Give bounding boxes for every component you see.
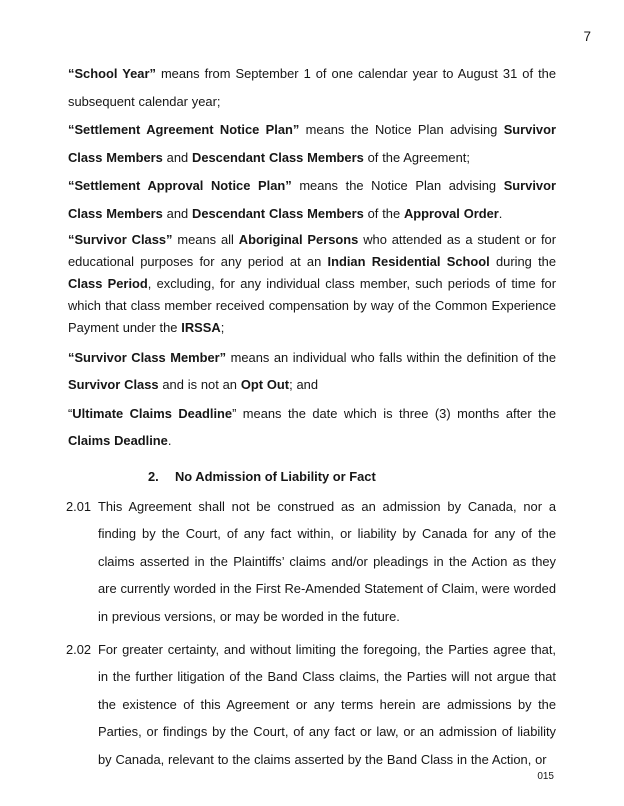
bold-text-run: “Survivor Class”	[68, 231, 173, 247]
text-run: means an individual who falls within the definition of the	[226, 349, 557, 365]
definition-survivor-class	[68, 229, 556, 339]
section-heading-number: 2.	[148, 468, 159, 484]
text-run: means the Notice Plan advising	[299, 122, 504, 138]
text-run: of the	[363, 205, 404, 221]
section-heading	[68, 463, 556, 491]
text-run: of the Agreement;	[363, 149, 470, 165]
text-run: .	[498, 205, 503, 221]
bold-text-run: Survivor Class Members	[68, 122, 556, 165]
clause-2-01	[68, 493, 556, 631]
bold-text-run: Indian Residential School	[327, 253, 490, 269]
text-run: This Agreement shall not be construed as an admission by Canada, nor a finding by the Court, of any fact within, or liability by Canada for any of the claims asserted in the Plaintiffs’ claims and/or pleadings in the Action as they are currently worded in the First Re-Amended Statement of Claim, were worded in previous versions, or may be worded in the future.	[98, 498, 556, 624]
text-run: and	[162, 205, 193, 221]
bold-text-run: Descendant Class Members	[192, 149, 364, 165]
bold-text-run: “Settlement Agreement Notice Plan”	[68, 122, 300, 138]
document-content	[68, 60, 556, 778]
clause-2-02	[68, 636, 556, 774]
bold-text-run: Approval Order	[403, 205, 499, 221]
page-number: 7	[583, 29, 591, 44]
bold-text-run: Descendant Class Members	[192, 205, 364, 221]
bold-text-run: Claims Deadline	[68, 433, 168, 449]
bold-text-run: “Settlement Approval Notice Plan”	[68, 178, 292, 194]
footer-page-id: 015	[537, 771, 554, 782]
bold-text-run: Aboriginal Persons	[238, 231, 359, 247]
definition-settlement-agreement-notice-plan	[68, 116, 556, 171]
bold-text-run: Ultimate Claims Deadline	[72, 405, 233, 421]
clause-2-02-number: 2.02	[66, 641, 92, 657]
definition-school-year	[68, 60, 556, 115]
bold-text-run: IRSSA	[181, 319, 221, 335]
bold-text-run: Class Period	[68, 275, 148, 291]
bold-text-run: Survivor Class	[68, 377, 159, 393]
section-heading-title: No Admission of Liability or Fact	[175, 468, 376, 484]
text-run: during the	[489, 253, 556, 269]
clause-2-01-number: 2.01	[66, 498, 92, 514]
definition-ultimate-claims-deadline	[68, 400, 556, 455]
text-run: and	[162, 149, 193, 165]
text-run: , excluding, for any individual class member, such periods of time for which that class member received compensation by way of the Common Experience Payment under the	[68, 275, 556, 335]
bold-text-run: “Survivor Class Member”	[68, 349, 227, 365]
bold-text-run: “School Year”	[68, 66, 156, 81]
text-run: means all	[172, 231, 239, 247]
text-run: ;	[220, 319, 225, 335]
bold-text-run: Survivor Class Members	[68, 178, 556, 221]
definition-settlement-approval-notice-plan	[68, 172, 556, 227]
text-run: “	[68, 405, 73, 421]
text-run: For greater certainty, and without limiting the foregoing, the Parties agree that, in the further litigation of the Band Class claims, the Parties will not argue that the existence of this Agreement or any terms herein are admissions by the Parties, or findings by the Court, of any fact or law, or an admission of liability by Canada, relevant to the claims asserted by the Band Class in the Action, or	[98, 641, 556, 767]
text-run: ; and	[289, 377, 318, 393]
clause-2-02-text	[98, 636, 556, 774]
text-run: ” means the date which is three (3) months after the	[232, 405, 556, 421]
definition-survivor-class-member	[68, 344, 556, 399]
bold-text-run: Opt Out	[240, 377, 290, 393]
text-run: means from September 1 of one calendar year to August 31 of the subsequent calendar year;	[68, 66, 556, 109]
text-run: and is not an	[158, 377, 241, 393]
text-run: .	[167, 433, 172, 449]
text-run: who attended as a student or for educational purposes for any period at an	[68, 231, 557, 269]
text-run: means the Notice Plan advising	[291, 178, 504, 194]
clause-2-01-text	[98, 493, 556, 631]
